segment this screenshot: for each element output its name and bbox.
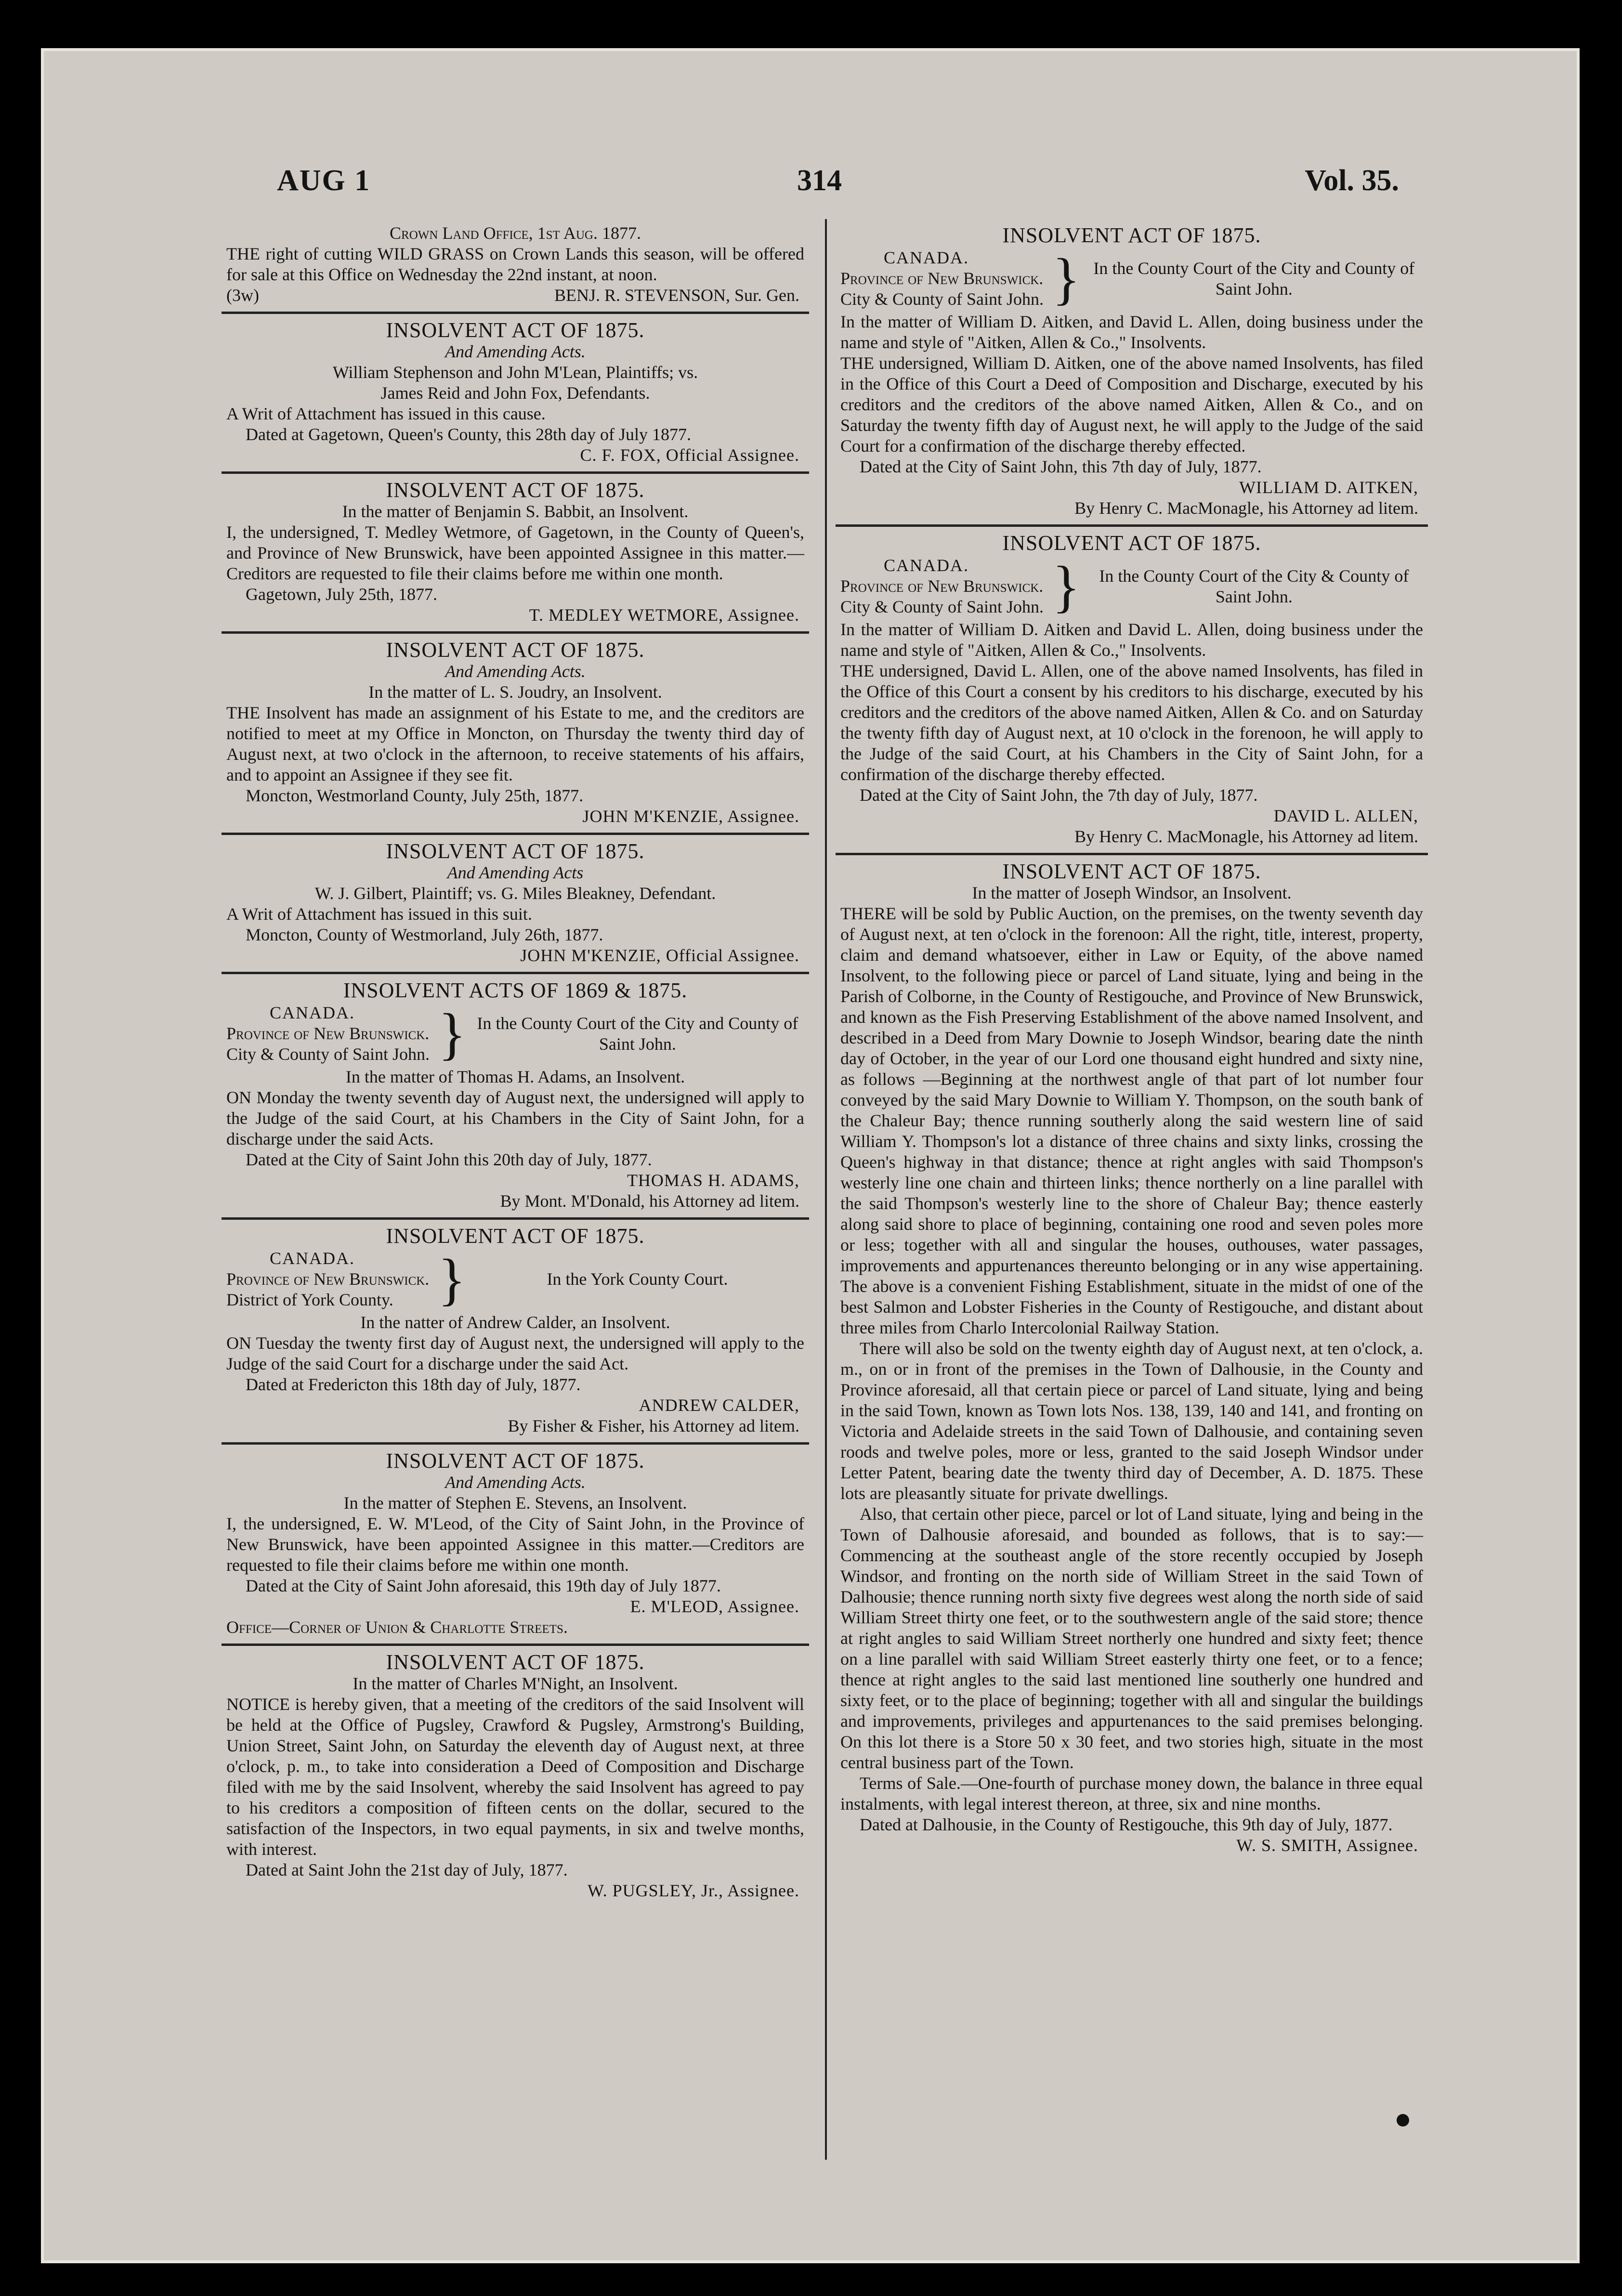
auction-paragraph: Also, that certain other piece, parcel or lot of Land situate, lying and being in the Town of Dalhousie aforesaid, and bounded as follows, that is to say:—Commencing at the southeast angle of the store recently occupied by Joseph Windsor, and fronting on the north side of William Street in the said Town of Dalhousie; thence running north sixty five degrees west along the north side of said William Street thirty one feet, or to the southwestern angle of the said store; thence at right angles to said William Street northerly one hundred and sixty feet; thence on a line parallel with said William Street easterly thirty one feet, or to a fence; thence at right angles to the said last mentioned line southerly one hundred and sixty feet, or to the place of beginning; together with all and singular the buildings and improvements, privileges and appurtenances to the said premises belonging. On this lot there is a Store 50 x 30 feet, and two stories high, situate in the most central business part of the Town. [840,1504,1423,1772]
notice-dated: Dated at Dalhousie, in the County of Restigouche, this 9th day of July, 1877. [860,1815,1393,1834]
notice-body: NOTICE is hereby given, that a meeting of the creditors of the said Insolvent will be held at the Office of Pugsley, Crawford & Pugsley, Armstrong's Building, Union Street, Saint John, on Saturday the eleventh day of August next, at three o'clock, p. m., to take into consideration a Deed of Composition and Discharge filed with me by the said Insolvent, whereby the said Insolvent has agreed to pay to his creditors a composition of fifteen cents on the dollar, secured to the satisfaction of the Inspectors, in two equal payments, in six and twelve months, with interest. [226,1695,804,1859]
insolvent-notice-stevens [222,1445,809,1646]
court-country: CANADA. [270,1249,355,1268]
notice-signature: T. MEDLEY WETMORE, Assignee. [529,605,799,625]
notice-signature: ANDREW CALDER, [639,1396,799,1415]
notice-title: INSOLVENT ACTS OF 1869 & 1875. [343,978,688,1002]
court-country: CANADA. [884,248,969,267]
court-name: In the County Court of the City and County of Saint John. [477,1013,798,1054]
ink-mark [1397,2114,1409,2126]
notice-body: A Writ of Attachment has issued in this cause. [226,404,546,423]
notice-body: THE Insolvent has made an assignment of his Estate to me, and the creditors are notified to meet at my Office in Moncton, on Thursday the twenty third day of August next, at two o'clock in the afternoon, to receive statements of his affairs, and to appoint an Assignee if they see fit. [226,703,804,784]
right-column [836,219,1428,1862]
notice-dateline: Crown Land Office, 1st Aug. 1877. [390,223,641,243]
notice-title: INSOLVENT ACT OF 1875. [386,839,645,863]
notice-signature: DAVID L. ALLEN, [1273,806,1418,825]
court-block: CANADA. Province of New Brunswick. City & County of Saint John. } In the County Court of the City and County of Saint John. [226,1003,804,1065]
notice-title: INSOLVENT ACT OF 1875. [1002,531,1261,555]
notice-title: INSOLVENT ACT OF 1875. [1002,223,1261,247]
notice-body: THE undersigned, David L. Allen, one of the above named Insolvents, has filed in the Office of this Court a consent by his creditors to his discharge, executed by his creditors and the creditors of the above named Aitken, Allen & Co. and on Saturday the twenty fifth day of August next, at 10 o'clock in the forenoon, he will apply to the Judge of the said Court, at his Chambers in the City of Saint John, for a confirmation of the discharge thereby effected. [840,661,1423,784]
court-name: In the County Court of the City and County of Saint John. [1093,258,1415,299]
court-district: District of York County. [226,1290,393,1309]
notice-subtitle: And Amending Acts [447,863,584,882]
notice-attorney: By Henry C. MacMonagle, his Attorney ad litem. [1074,498,1418,518]
notice-signature: E. M'LEOD, Assignee. [630,1597,799,1616]
notice-matter: In the matter of Joseph Windsor, an Insolvent. [972,883,1292,902]
court-province: Province of New Brunswick. [840,269,1044,288]
notice-title: INSOLVENT ACT OF 1875. [386,1650,645,1674]
insolvent-notice-gilbert [222,835,809,974]
notice-parties: James Reid and John Fox, Defendants. [380,383,650,403]
court-province: Province of New Brunswick. [226,1269,430,1289]
page-header [234,159,1399,212]
notice-subtitle: And Amending Acts. [445,342,586,361]
insolvent-notice-mcnight [222,1646,809,1907]
notice-matter: In the matter of William D. Aitken and David L. Allen, doing business under the name and style of "Aitken, Allen & Co.," Insolvents. [840,620,1423,660]
court-block: CANADA. Province of New Brunswick. City & County of Saint John. } In the County Court of the City & County of Saint John. [840,555,1423,617]
notice-matter: In the matter of Charles M'Night, an Insolvent. [353,1674,678,1693]
notice-title: INSOLVENT ACT OF 1875. [386,1449,645,1473]
insolvent-notice-calder [222,1220,809,1445]
notice-body: ON Tuesday the twenty first day of August next, the undersigned will apply to the Judge of the said Court for a discharge under the said Act. [226,1333,804,1373]
insolvent-notice-babbit [222,474,809,634]
crown-land-notice [222,219,809,314]
notice-dated: Dated at the City of Saint John aforesaid, this 19th day of July 1877. [246,1576,721,1595]
notice-dated: Gagetown, July 25th, 1877. [246,585,437,604]
notice-body: I, the undersigned, T. Medley Wetmore, of Gagetown, in the County of Queen's, and Province of New Brunswick, have been appointed Assignee in this matter.—Creditors are requested to file their claims before me within one month. [226,522,804,583]
notice-office: Office—Corner of Union & Charlotte Streets. [226,1618,568,1637]
notice-matter: In the matter of William D. Aitken, and David L. Allen, doing business under the name and style of "Aitken, Allen & Co.," Insolvents. [840,312,1423,352]
notice-signature: W. PUGSLEY, Jr., Assignee. [587,1881,799,1900]
insolvent-notice-adams [222,974,809,1220]
notice-parties: William Stephenson and John M'Lean, Plaintiffs; vs. [332,363,698,382]
notice-attorney: By Henry C. MacMonagle, his Attorney ad litem. [1074,827,1418,846]
notice-signature: BENJ. R. STEVENSON, Sur. Gen. [554,286,799,305]
notice-signature: JOHN M'KENZIE, Assignee. [582,807,799,826]
notice-body: THE right of cutting WILD GRASS on Crown Lands this season, will be offered for sale at this Office on Wednesday the 22nd instant, at noon. [226,244,804,284]
column-divider [825,219,827,2160]
notice-subtitle: And Amending Acts. [445,662,586,681]
court-district: City & County of Saint John. [226,1044,430,1064]
court-country: CANADA. [270,1003,355,1022]
notice-dated: Dated at Gagetown, Queen's County, this 28th day of July 1877. [246,425,692,444]
page-number: 314 [797,164,842,197]
notice-signature: JOHN M'KENZIE, Official Assignee. [520,946,799,965]
notice-matter: In the matter of Stephen E. Stevens, an Insolvent. [343,1493,687,1513]
court-province: Province of New Brunswick. [840,576,1044,596]
court-name: In the County Court of the City & County of Saint John. [1099,566,1409,606]
notice-body: ON Monday the twenty seventh day of August next, the undersigned will apply to the Judge of the said Court, at his Chambers in the City of Saint John, for a discharge under the said Acts. [226,1088,804,1148]
notice-dated: Dated at the City of Saint John this 20th day of July, 1877. [246,1150,652,1169]
notice-ref: (3w) [226,286,259,305]
notice-subtitle: And Amending Acts. [445,1473,586,1492]
notice-title: INSOLVENT ACT OF 1875. [386,638,645,662]
notice-signature: THOMAS H. ADAMS, [627,1171,799,1190]
notice-attorney: By Fisher & Fisher, his Attorney ad litem. [508,1416,799,1435]
court-province: Province of New Brunswick. [226,1024,430,1043]
insolvent-notice-fox [222,314,809,474]
court-name: In the York County Court. [547,1269,728,1289]
insolvent-notice-windsor [836,855,1428,1862]
auction-paragraph: THERE will be sold by Public Auction, on the premises, on the twenty seventh day of August next, at ten o'clock in the forenoon: All the right, title, interest, property, claim and demand whatsoever, either in Law or Equity, of the above named Insolvent, to the following piece or parcel of Land situate, lying and being in the Parish of Colborne, in the County of Restigouche, and Province of New Brunswick, and known as the Fish Preserving Establishment of the above named Insolvent, and described in a Deed from Mary Downie to Joseph Windsor, bearing date the ninth day of October, in the year of our Lord one thousand eight hundred and sixty nine, as follows —Beginning at the northwest angle of that part of lot number four conveyed by the said Mary Downie to William Y. Thompson, on the south bank of the Chaleur Bay; thence running southerly along the said western line of said William Y. Thompson's lot a distance of three chains and sixty links, crossing the Queen's highway in that distance; thence at right angles with said Thompson's westerly line one chain and thirteen links; thence northerly on a line parallel with the said Thompson's westerly line to the shore of Chaleur Bay; thence easterly along said shore to place of beginning, containing one rood and seven poles more or less; together with all and singular the houses, outhouses, water passages, improvements and appurtenances thereunto belonging or in any wise appertaining. The above is a convenient Fishing Establishment, situate in the midst of one of the best Salmon and Lobster Fisheries in the County of Restigouche, and distant about three miles from Charlo Intercolonial Railway Station. [840,904,1423,1337]
notice-dated: Dated at the City of Saint John, this 7th day of July, 1877. [860,457,1262,476]
notice-dated: Dated at the City of Saint John, the 7th day of July, 1877. [860,785,1258,805]
notice-signature: C. F. FOX, Official Assignee. [580,445,799,465]
issue-date: AUG 1 [277,164,371,197]
notice-signature: WILLIAM D. AITKEN, [1239,478,1418,497]
court-district: City & County of Saint John. [840,289,1044,309]
court-district: City & County of Saint John. [840,597,1044,616]
court-block: CANADA. Province of New Brunswick. District of York County. } In the York County Court. [226,1248,804,1310]
notice-dated: Moncton, Westmorland County, July 25th, 1877. [246,786,584,805]
notice-title: INSOLVENT ACT OF 1875. [386,478,645,502]
insolvent-notice-joudry [222,634,809,835]
notice-body: THE undersigned, William D. Aitken, one of the above named Insolvents, has filed in the Office of this Court a Deed of Composition and Discharge, executed by his creditors and the creditors of the above named Aitken, Allen & Co., and on Saturday the twenty fifth day of August next, he will apply to the Judge of the said Court for a confirmation of the discharge thereby effected. [840,353,1423,456]
volume-number: Vol. 35. [1305,164,1399,197]
terms-of-sale: Terms of Sale.—One-fourth of purchase money down, the balance in three equal instalments, with legal interest thereon, at three, six and nine months. [840,1774,1423,1813]
notice-matter: In the matter of Benjamin S. Babbit, an Insolvent. [342,502,689,521]
notice-title: INSOLVENT ACT OF 1875. [386,1224,645,1248]
notice-signature: W. S. SMITH, Assignee. [1236,1836,1418,1855]
notice-attorney: By Mont. M'Donald, his Attorney ad litem. [500,1191,799,1211]
notice-matter: In the matter of L. S. Joudry, an Insolvent. [368,682,662,702]
notice-title: INSOLVENT ACT OF 1875. [1002,860,1261,883]
notice-body: I, the undersigned, E. W. M'Leod, of the City of Saint John, in the Province of New Brunswick, have been appointed Assignee in this matter.—Creditors are requested to file their claims before me within one month. [226,1514,804,1575]
court-block: CANADA. Province of New Brunswick. City & County of Saint John. } In the County Court of the City and County of Saint John. [840,248,1423,310]
insolvent-notice-allen [836,527,1428,855]
notice-dated: Dated at Saint John the 21st day of July, 1877. [246,1860,568,1879]
auction-paragraph: There will also be sold on the twenty eighth day of August next, at ten o'clock, a. m., on or in front of the premises in the Town of Dalhousie, in the County and Province aforesaid, all that certain piece or parcel of Land situate, lying and being in the said Town, known as Town lots Nos. 138, 139, 140 and 141, and fronting on Victoria and Adelaide streets in the said Town of Dalhousie, and containing seven roods and twelve poles, more or less, granted to the said Joseph Windsor under Letter Patent, bearing date the twenty third day of December, A. D. 1875. These lots are pleasantly situate for private dwellings. [840,1339,1423,1503]
notice-title: INSOLVENT ACT OF 1875. [386,318,645,342]
notice-matter: In the natter of Andrew Calder, an Insolvent. [360,1313,670,1332]
notice-parties: W. J. Gilbert, Plaintiff; vs. G. Miles Bleakney, Defendant. [314,884,716,903]
notice-dated: Moncton, County of Westmorland, July 26th, 1877. [246,925,603,944]
court-country: CANADA. [884,556,969,575]
insolvent-notice-aitken [836,219,1428,527]
notice-body: A Writ of Attachment has issued in this suit. [226,904,532,924]
notice-dated: Dated at Fredericton this 18th day of July, 1877. [246,1375,581,1394]
notice-matter: In the matter of Thomas H. Adams, an Insolvent. [345,1067,685,1086]
left-column [222,219,809,1907]
